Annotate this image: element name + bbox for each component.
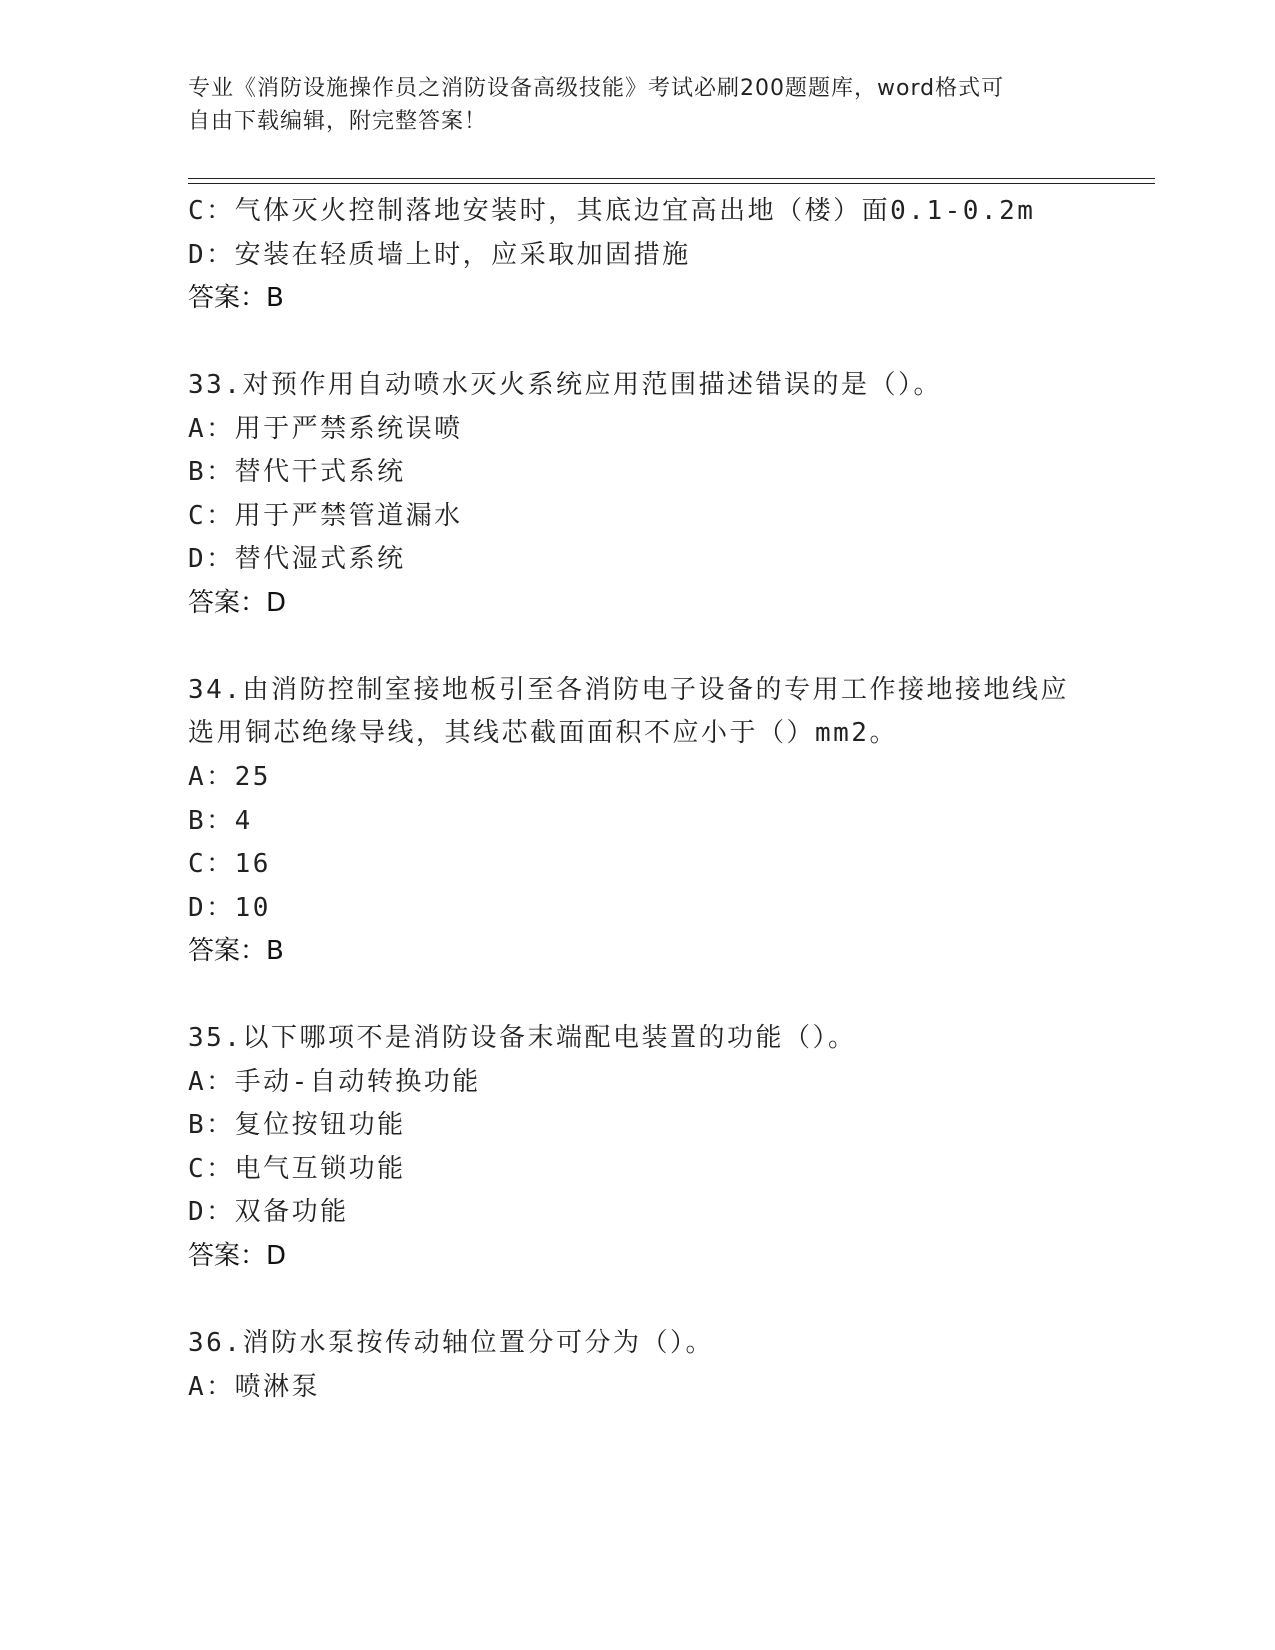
question-33-stem: 33.对预作用自动喷水灭火系统应用范围描述错误的是（）。 [188, 370, 942, 400]
prev-option-d: D：安装在轻质墙上时，应采取加固措施 [188, 240, 691, 270]
question-33-option-c: C：用于严禁管道漏水 [188, 501, 463, 531]
prev-answer: 答案：B [188, 283, 284, 313]
question-35-answer: 答案：D [188, 1241, 287, 1271]
header-line-2: 自由下载编辑，附完整答案！ [188, 109, 488, 134]
question-33-option-a: A：用于严禁系统误喷 [188, 414, 463, 444]
question-34-stem-line-1: 34.由消防控制室接地板引至各消防电子设备的专用工作接地接地线应 [188, 675, 1069, 705]
question-35-option-a: A：手动-自动转换功能 [188, 1067, 481, 1097]
question-33-answer: 答案：D [188, 588, 287, 618]
question-35-option-d: D：双备功能 [188, 1197, 349, 1227]
question-34-stem-line-2: 选用铜芯绝缘导线，其线芯截面面积不应小于（）mm2。 [188, 718, 898, 748]
document-header [188, 72, 1088, 138]
header-divider-top [188, 178, 1155, 179]
question-33-option-d: D：替代湿式系统 [188, 544, 406, 574]
question-36-option-a: A：喷淋泵 [188, 1372, 321, 1402]
question-34-option-c: C：16 [188, 849, 271, 879]
question-35-option-b: B：复位按钮功能 [188, 1110, 406, 1140]
header-divider-bottom [188, 183, 1155, 184]
question-34-option-b: B：4 [188, 806, 253, 836]
prev-option-c: C：气体灭火控制落地安装时，其底边宜高出地（楼）面0.1-0.2m [188, 196, 1036, 226]
question-35-stem: 35.以下哪项不是消防设备末端配电装置的功能（）。 [188, 1023, 857, 1053]
question-34-option-a: A：25 [188, 762, 271, 792]
header-line-1: 专业《消防设施操作员之消防设备高级技能》考试必刷200题题库，word格式可 [188, 76, 1005, 101]
question-34-answer: 答案：B [188, 936, 284, 966]
question-33-option-b: B：替代干式系统 [188, 457, 406, 487]
question-35-option-c: C：电气互锁功能 [188, 1154, 406, 1184]
question-34-option-d: D：10 [188, 893, 271, 923]
question-36-stem: 36.消防水泵按传动轴位置分可分为（）。 [188, 1328, 714, 1358]
